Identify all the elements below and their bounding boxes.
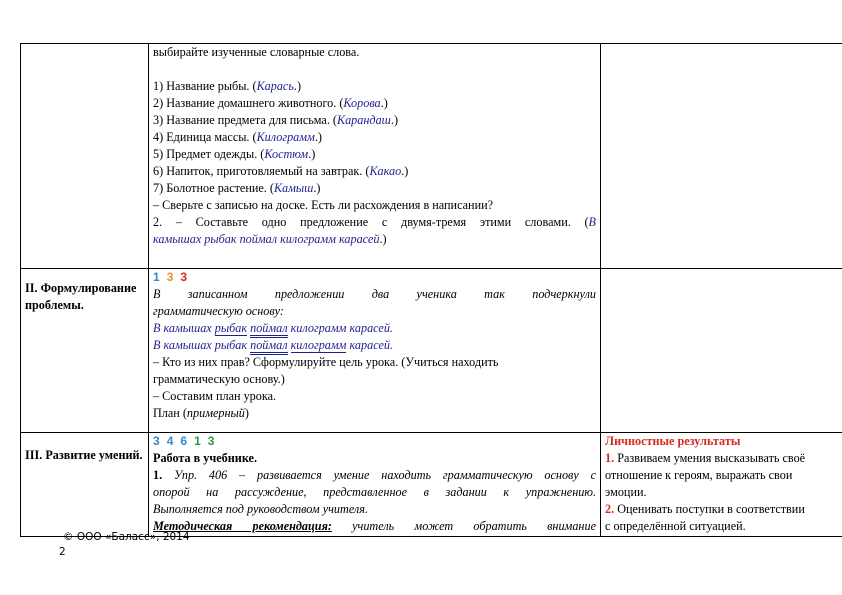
text-line: План (примерный) [153,406,249,420]
text-line: – Сверьте с записью на доске. Есть ли расхождения в написании? [153,198,494,212]
task-numbers [153,269,596,286]
lesson-table [20,43,842,537]
results-heading: Личностные результаты [605,434,741,448]
text-line: грамматическую основу: [153,304,284,318]
stage-title: III. Развитие умений. [25,448,143,462]
activity-cell [149,44,601,269]
task-number: 3 [166,270,174,284]
sentence-variant-1: В камышах рыбак поймал килограмм карасей. [153,320,596,337]
results-cell [601,269,842,433]
task-number: 3 [180,270,188,284]
list-item: 1) Название рыбы. (Карась.) [153,79,302,93]
text-line: 2. Оценивать поступки в соответствии [605,502,805,516]
task-number: 4 [166,434,174,448]
list-item: 7) Болотное растение. (Камыш.) [153,181,321,195]
text-line: с определённой ситуацией. [605,519,746,533]
list-item: 5) Предмет одежды. (Костюм.) [153,147,316,161]
text-line: Выполняется под руководством учителя. [153,502,368,516]
text-line: отношение к героям, выражать свои [605,468,793,482]
table-row [21,269,842,433]
text-line: 1. Упр. 406 – развивается умение находить грамматическую основу с [153,468,596,482]
list-item: 6) Напиток, приготовляемый на завтрак. (Какао.) [153,164,409,178]
stage-cell [21,433,149,537]
text-line: – Кто из них прав? Сформулируйте цель урока. (Учиться находить [153,355,499,369]
list-item: 2) Название домашнего животного. (Корова.) [153,96,388,110]
table-row [21,44,842,269]
task-number: 1 [194,434,202,448]
text-line: эмоции. [605,485,647,499]
text-line: грамматическую основу.) [153,372,285,386]
list-item: 4) Единица массы. (Килограмм.) [153,130,322,144]
text-line: 2. – Составьте одно предложение с двумя-тремя этими словами. (В [153,215,596,229]
task-number: 1 [153,270,161,284]
text-line: 1. Развиваем умения высказывать своё [605,451,806,465]
stage-cell [21,44,149,269]
text-line: камышах рыбак поймал килограмм карасей.) [153,232,387,246]
table-row [21,433,842,537]
text-line: В записанном предложении два ученика так подчеркнули [153,287,596,301]
task-numbers [153,433,596,450]
activity-cell [149,433,601,537]
stage-title: II. Формулирование проблемы. [25,281,137,312]
task-number: 6 [180,434,188,448]
section-heading: Работа в учебнике. [153,451,257,465]
text-line: опорой на рассуждение, представленное в задании к упражнению. [153,485,596,499]
task-number: 3 [153,434,161,448]
sentence-variant-2: В камышах рыбак поймал килограмм карасей. [153,337,596,354]
task-number: 3 [207,434,215,448]
stage-cell [21,269,149,433]
text-line: – Составим план урока. [153,389,277,403]
text-line: выбирайте изученные словарные слова. [153,45,360,59]
list-item: 3) Название предмета для письма. (Карандаш.) [153,113,398,127]
results-cell [601,433,842,537]
word-list [153,78,596,197]
page-number: 2 [59,546,66,558]
copyright-footer: © ООО «Баласс», 2014 [63,531,190,543]
activity-cell [149,269,601,433]
results-cell [601,44,842,269]
text-line: Методическая рекомендация: учитель может обратить внимание [153,519,596,533]
